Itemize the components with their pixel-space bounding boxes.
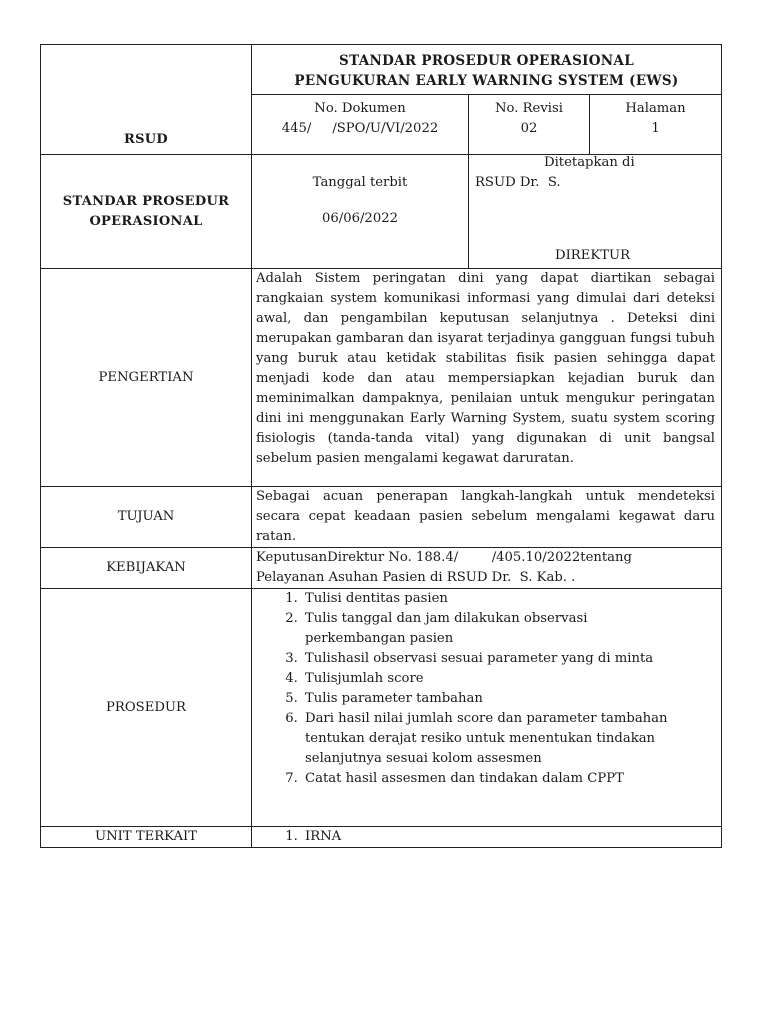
title-line-1: STANDAR PROSEDUR OPERASIONAL [339,53,634,69]
prosedur-cell [252,589,722,827]
tujuan-text: Sebagai acuan penerapan langkah-langkah untuk mendeteksi secara cepat keadaan pasien sebelum mengalami kegawat daru ratan. [252,487,722,548]
prosedur-label: PROSEDUR [106,699,186,715]
sop-document [40,44,721,848]
prosedur-item: 4. Tulisjumlah score [302,669,691,689]
unit-label: UNIT TERKAIT [94,829,198,844]
sop-label-cell [41,155,252,269]
revision-cell [469,95,590,155]
issue-date-value: 06/06/2022 [321,211,398,226]
prosedur-item: 3. Tulishasil observasi sesuai parameter yang di minta [302,649,691,669]
revision-value: 02 [520,121,538,136]
prosedur-item: 7. Catat hasil assesmen dan tindakan dalam CPPT [302,769,691,789]
title-line-2: PENGUKURAN EARLY WARNING SYSTEM (EWS) [294,73,679,89]
title-cell [252,45,722,95]
kebijakan-line-1: KeputusanDirektur No. 188.4/ /405.10/2022tentang [256,550,632,565]
page-label: Halaman [625,101,686,116]
kebijakan-line-2: Pelayanan Asuhan Pasien di RSUD Dr. S. Kab. . [256,570,576,585]
tujuan-label: TUJUAN [117,509,175,524]
doc-number-label: No. Dokumen [314,101,406,116]
sop-table [40,44,722,848]
sop-label-line-2: OPERASIONAL [89,213,203,229]
pengertian-label: PENGERTIAN [98,369,194,385]
page-cell [590,95,722,155]
kebijakan-label-cell [41,548,252,589]
kebijakan-cell [252,548,722,589]
pengertian-text: Adalah Sistem peringatan dini yang dapat diartikan sebagai rangkaian system komunikasi informasi yang dimulai dari deteksi awal, dan pengambilan keputusan selanjutnya . Deteksi dini merupakan gambaran dan isyarat terjadinya gangguan fungsi tubuh yang buruk atau ketidak stabilitas fisik pasien sehingga dapat menjadi kode dan atau mempersiapkan kejadian buruk dan meminimalkan dampaknya, penilaian untuk mengukur peringatan dini ini menggunakan Early Warning System, suatu system scoring fisiologis (tanda-tanda vital) yang digunakan di unit bangsal sebelum pasien mengalami kegawat daruratan. [252,269,722,487]
unit-list [252,827,721,847]
prosedur-item: 2. Tulis tanggal dan jam dilakukan observasi perkembangan pasien [302,609,691,649]
sop-label-line-1: STANDAR PROSEDUR [62,193,230,209]
pengertian-label-cell [41,269,252,487]
set-place: RSUD Dr. S. [475,175,561,190]
prosedur-item: 5. Tulis parameter tambahan [302,689,691,709]
doc-number-cell [252,95,469,155]
tujuan-label-cell [41,487,252,548]
org-cell [41,45,252,155]
set-at-label: Ditetapkan di [544,155,635,170]
director-label: DIREKTUR [555,248,631,263]
unit-label-cell [41,827,252,848]
prosedur-label-cell [41,589,252,827]
revision-label: No. Revisi [494,101,564,116]
kebijakan-label: KEBIJAKAN [106,560,186,575]
page-value: 1 [651,121,660,136]
prosedur-item: 1. Tulisi dentitas pasien [302,589,691,609]
prosedur-list [252,589,721,789]
issue-date-label: Tanggal terbit [312,175,408,190]
approval-cell [469,155,722,269]
unit-item: 1. IRNA [302,827,721,847]
org-name: RSUD [123,132,168,147]
prosedur-item: 6. Dari hasil nilai jumlah score dan parameter tambahan tentukan derajat resiko untuk menentukan tindakan selanjutnya sesuai kolom assesmen [302,709,691,769]
unit-cell [252,827,722,848]
doc-number-value: 445/ /SPO/U/VI/2022 [281,121,439,136]
issue-date-cell [252,155,469,269]
